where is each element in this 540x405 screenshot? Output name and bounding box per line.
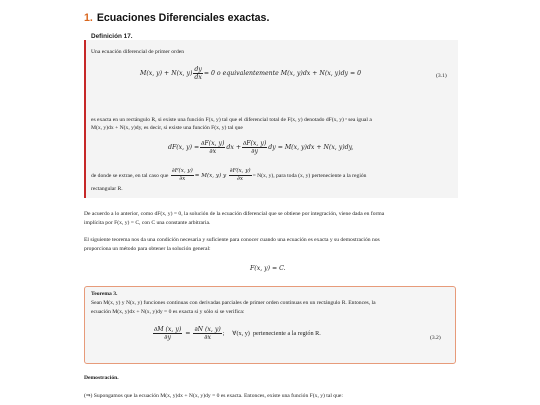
eq2-left: dF(x, y) =: [168, 144, 200, 151]
equation-3-2: [152, 326, 321, 341]
definition-text-3: M(x, y)dx + N(x, y)dy, es decir, si existe una función F(x, y) tal que: [91, 125, 243, 131]
line4-f2-den: ∂x: [237, 176, 244, 182]
theorem-label: Teorema 3.: [91, 291, 118, 297]
eq1-left: M(x, y) + N(x, y): [140, 70, 193, 77]
theorem-f2-num: ∂N (x, y): [194, 326, 221, 333]
theorem-equals: =: [185, 330, 191, 337]
equation-3-1: [140, 66, 361, 81]
paragraph-2-line-2: proporciona un método para obtener la solución general:: [84, 246, 211, 252]
definition-label: Definición 17.: [88, 33, 136, 40]
eq2-f2-den: ∂y: [251, 148, 258, 155]
theorem-text-2: ecuación M(x, y)dx + N(x, y)dy = 0 es exacta si y sólo si se verifica:: [91, 309, 245, 315]
eq2-right: dy = M(x, y)dx + N(x, y)dy,: [268, 144, 354, 151]
eq2-f1-num: ∂F(x, y): [201, 140, 225, 147]
definition-text-5: rectangular R.: [91, 186, 123, 192]
definition-text-2: es exacta en un rectángulo R, si existe una función F(x, y) tal que el diferencial total de F(x, y) denotado dF(x, y) ᵃ sea igual a: [91, 117, 372, 123]
eq1-fraction: [193, 66, 202, 81]
equation-total-differential: [168, 140, 353, 155]
proof-first-line: (⇒) Supongamos que la ecuación M(x, y)dx + N(x, y)dy = 0 es exacta. Entonces, existe una función F(x, y) tal que:: [84, 393, 343, 399]
theorem-f1-num: ∂M (x, y): [154, 326, 182, 333]
paragraph-1-line-2: implícita por F(x, y) = C, con C una constante arbitraria.: [84, 220, 211, 226]
definition-intro: Una ecuación diferencial de primer orden: [91, 49, 185, 55]
equation-general-solution: F(x, y) = C.: [250, 265, 286, 272]
eq2-fraction-1: [200, 140, 225, 155]
eq2-fraction-2: [242, 140, 267, 155]
line4-c: = N(x, y), para toda (x, y) perteneciente a la región: [252, 172, 367, 179]
theorem-fraction-1: [153, 326, 182, 341]
theorem-f2-den: ∂x: [204, 334, 211, 341]
paragraph-2-line-1: El siguiente teorema nos da una condición necesaria y suficiente para conocer cuando una ecuación es exacta y su demostración nos: [84, 237, 380, 243]
line4-fraction-1: [171, 168, 194, 183]
definition-text-4: [91, 168, 366, 183]
equation-number-3-2: (3.2): [430, 335, 441, 341]
proof-label: Demostración.: [84, 375, 119, 381]
line4-f1-num: ∂F(x, y): [171, 168, 193, 174]
section-number: 1.: [84, 12, 93, 24]
theorem-box: [84, 286, 456, 364]
eq2-mid: dx +: [226, 144, 242, 151]
paragraph-1-line-1: De acuerdo a lo anterior, como dF(x, y) = 0, la solución de la ecuación diferencial que se obtiene por integración, viene dada en forma: [84, 211, 385, 217]
eq2-f2-num: ∂F(x, y): [243, 140, 267, 147]
eq2-f1-den: ∂x: [209, 148, 217, 155]
theorem-fraction-2: [193, 326, 221, 341]
theorem-f1-den: ∂y: [164, 334, 171, 341]
eq1-rest: = 0 o equivalentemente M(x, y)dx + N(x, y)dy = 0: [203, 70, 362, 77]
section-title: [84, 12, 269, 24]
eq1-frac-den: dx: [194, 74, 202, 81]
line4-f1-den: ∂x: [179, 176, 186, 182]
line4-fraction-2: [229, 168, 252, 183]
equation-number-3-1: (3.1): [436, 73, 447, 79]
section-title-text: Ecuaciones Diferenciales exactas.: [96, 12, 270, 24]
line4-f2-num: ∂F(x, y): [229, 168, 251, 174]
line4-a: de donde se extrae, en tal caso que: [91, 172, 169, 179]
line4-b: = M(x, y) y: [194, 172, 227, 179]
theorem-condition: ; ∀(x, y) perteneciente a la región R.: [222, 330, 321, 337]
theorem-text-1: Sean M(x, y) y N(x, y) funciones continuas con derivadas parciales de primer orden continuas en un rectángulo R. Entonces, la: [91, 300, 376, 306]
eq1-frac-num: dy: [194, 66, 202, 73]
